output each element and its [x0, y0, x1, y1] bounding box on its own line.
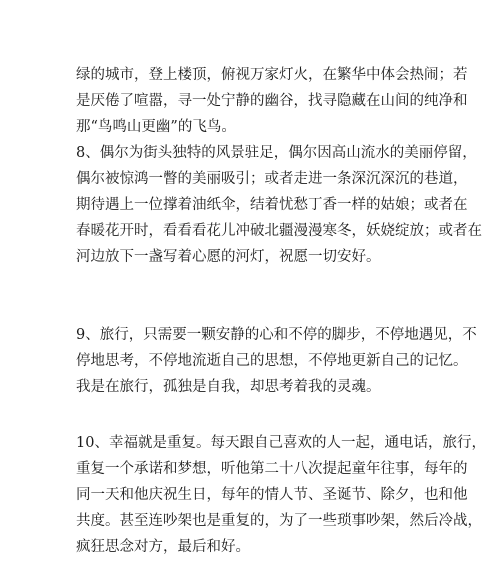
paragraph-9	[76, 322, 477, 400]
text-line: 绿的城市，登上楼顶，俯视万家灯火，在繁华中体会热闹；若	[76, 67, 468, 83]
text-line: 同一天和他庆祝生日，每年的情人节、圣诞节、除夕，也和他	[76, 487, 468, 503]
text-line: 那“鸟鸣山更幽”的飞鸟。	[76, 119, 236, 135]
text-line: 春暖花开时，看看看花儿冲破北疆漫漫寒冬，妖娆绽放；或者在	[76, 223, 482, 239]
text-line: 停地思考，不停地流逝自己的思想，不停地更新自己的记忆。	[76, 353, 468, 369]
text-line: 偶尔被惊鸿一瞥的美丽吸引；或者走进一条深沉深沉的巷道，	[76, 171, 468, 187]
text-line: 8、偶尔为街头独特的风景驻足，偶尔因高山流水的美丽停留，	[76, 145, 477, 161]
text-line: 10、幸福就是重复。每天跟自己喜欢的人一起，通电话，旅行，	[76, 435, 486, 451]
text-line: 9、旅行，只需要一颗安静的心和不停的脚步，不停地遇见，不	[76, 327, 477, 343]
text-line: 河边放下一盏写着心愿的河灯，祝愿一切安好。	[76, 249, 381, 265]
text-line: 共度。甚至连吵架也是重复的，为了一些琐事吵架，然后冷战，	[76, 513, 482, 529]
text-line: 是厌倦了喧嚣，寻一处宁静的幽谷，找寻隐藏在山间的纯净和	[76, 93, 468, 109]
paragraph-10	[76, 430, 486, 560]
text-line: 我是在旅行，孤独是自我，却思考着我的灵魂。	[76, 379, 381, 395]
paragraph-7-continued	[76, 62, 468, 140]
text-line: 疯狂思念对方，最后和好。	[76, 539, 250, 555]
paragraph-8	[76, 140, 482, 270]
text-line: 期待遇上一位撑着油纸伞，结着忧愁丁香一样的姑娘；或者在	[76, 197, 468, 213]
text-line: 重复一个承诺和梦想，听他第二十八次提起童年往事，每年的	[76, 461, 468, 477]
